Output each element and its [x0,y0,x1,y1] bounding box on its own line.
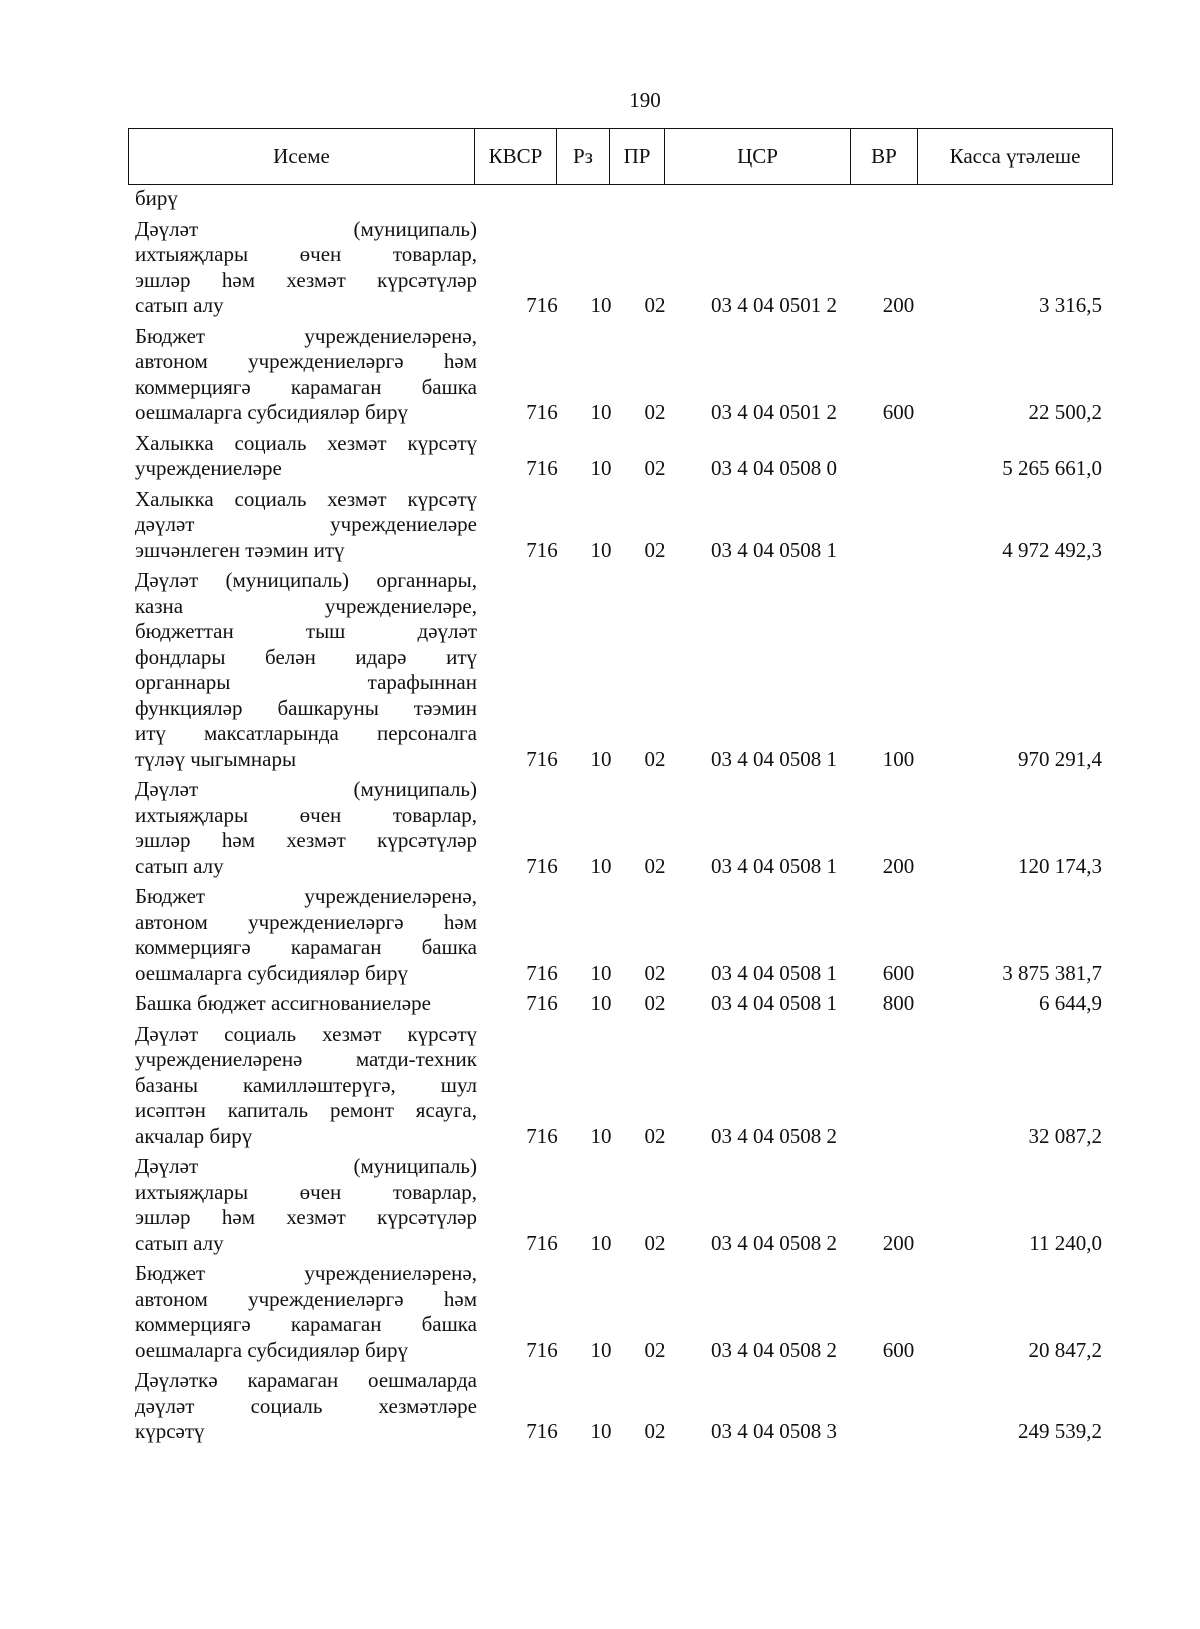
table-body [135,186,1110,1450]
cell-kvsr: 716 [526,991,558,1015]
cell-kassa: 32 087,2 [1028,1123,1102,1148]
row-name-line: дәүләт социаль хезмәтләре [135,1393,477,1418]
cell-rz: 10 [590,1123,612,1148]
table-row [135,217,1110,319]
row-name-line: сатып алу [135,1230,224,1255]
cell-kvsr: 716 [526,1123,558,1148]
cell-rz: 10 [590,991,612,1015]
cell-rz: 10 [590,1419,612,1443]
row-name [135,1261,477,1363]
row-name-line: оешмаларга субсидияләр бирү [135,400,408,424]
row-name-line: Бюджет учреждениеләренә, [135,323,477,348]
row-name [135,777,477,879]
row-name [135,431,477,482]
row-name-line: функцияләр башкаруны тәэмин [135,695,477,720]
cell-vr: 600 [882,400,915,424]
row-name-line: автоном учреждениеләргә һәм [135,909,477,934]
cell-pr: 02 [644,853,666,878]
cell-kassa: 3 875 381,7 [1002,960,1102,985]
row-name-line: ихтыяҗлары өчен товарлар, [135,802,477,827]
row-name-line: эшләр һәм хезмәт күрсәтүләр [135,267,477,292]
table-row [135,1022,1110,1150]
table-row [135,431,1110,482]
cell-pr: 02 [644,1230,666,1255]
row-name-line: Дәүләт (муниципаль) органнары, [135,568,477,592]
cell-kassa: 3 316,5 [1039,293,1102,317]
row-name [135,1022,477,1150]
cell-kassa: 22 500,2 [1028,400,1102,424]
header-kvsr: КВСР [475,129,557,184]
row-name-line: дәүләт учреждениеләре [135,512,477,536]
row-name [135,487,477,564]
row-name-line: Дәүләт (муниципаль) [135,216,477,241]
table-row [135,487,1110,564]
cell-vr: 200 [882,853,915,878]
cell-kassa: 5 265 661,0 [1002,456,1102,480]
cell-rz: 10 [590,1337,612,1362]
row-name-line: учреждениеләре [135,456,282,480]
row-name [135,568,477,772]
row-name-line: ихтыяҗлары өчен товарлар, [135,1179,477,1204]
cell-vr: 200 [882,1230,915,1255]
cell-pr: 02 [644,1337,666,1362]
row-name-line: фондлары белән идарә итү [135,644,477,669]
cell-csr: 03 4 04 0508 1 [711,537,837,562]
table-row [135,324,1110,426]
cell-vr: 200 [882,293,915,317]
row-name [135,324,477,426]
table-row [135,884,1110,986]
row-name-line: Халыкка социаль хезмәт күрсәтү [135,486,477,511]
cell-vr: 600 [882,1337,915,1362]
header-kassa: Касса үтәлеше [949,144,1081,169]
cell-rz: 10 [590,293,612,317]
row-name-line: автоном учреждениеләргә һәм [135,349,477,373]
cell-pr: 02 [644,456,666,480]
cell-kvsr: 716 [526,1419,558,1443]
cell-rz: 10 [590,537,612,562]
row-name-line: коммерциягә карамаган башка [135,374,477,399]
cell-kvsr: 716 [526,960,558,985]
cell-vr: 800 [882,991,915,1015]
row-name-line: Дәүләт (муниципаль) [135,777,477,801]
cell-vr: 600 [882,960,915,985]
cell-pr: 02 [644,960,666,985]
row-name [135,1368,477,1445]
row-name-line: күрсәтү [135,1419,205,1443]
row-name-line: базаны камилләштерүгә, шул [135,1072,477,1097]
cell-pr: 02 [644,537,666,562]
header-rz: Рз [557,129,610,184]
header-csr: ЦСР [665,129,851,184]
cell-kassa: 249 539,2 [1018,1419,1102,1443]
table-row [135,991,1110,1017]
row-name-line: исәптән капиталь ремонт ясауга, [135,1098,477,1122]
cell-csr: 03 4 04 0508 2 [711,1123,837,1148]
cell-kassa: 4 972 492,3 [1002,537,1102,562]
row-name-line: коммерциягә карамаган башка [135,935,477,959]
row-name-line: Башка бюджет ассигнованиеләре [135,991,431,1015]
cell-kvsr: 716 [526,1230,558,1255]
table-row [135,568,1110,772]
row-name-line: оешмаларга субсидияләр бирү [135,960,408,985]
row-name-line: бюджеттан тыш дәүләт [135,619,477,643]
row-name-line: автоном учреждениеләргә һәм [135,1286,477,1311]
cell-csr: 03 4 04 0508 0 [711,456,837,480]
table-row [135,1368,1110,1445]
cell-csr: 03 4 04 0508 1 [711,960,837,985]
row-name-line: сатып алу [135,293,224,317]
cell-kvsr: 716 [526,853,558,878]
row-name-line: Дәүләт (муниципаль) [135,1154,477,1178]
cell-pr: 02 [644,746,666,771]
cell-csr: 03 4 04 0501 2 [711,400,837,424]
header-name: Исеме [129,129,475,184]
row-name-line: түләү чыгымнары [135,746,297,771]
header-vr: ВР [851,129,918,184]
cell-rz: 10 [590,456,612,480]
cell-csr: 03 4 04 0508 2 [711,1230,837,1255]
table-row [135,1154,1110,1256]
row-name-line: сатып алу [135,853,224,878]
row-name-line: бирү [135,186,178,210]
cell-rz: 10 [590,960,612,985]
cell-pr: 02 [644,991,666,1015]
cell-kvsr: 716 [526,293,558,317]
cell-vr: 100 [882,746,915,771]
cell-rz: 10 [590,853,612,878]
row-name [135,884,477,986]
cell-kvsr: 716 [526,537,558,562]
row-name-line: коммерциягә карамаган башка [135,1312,477,1336]
row-name-line: органнары тарафыннан [135,670,477,694]
cell-rz: 10 [590,1230,612,1255]
row-name [135,991,477,1017]
row-name [135,186,477,212]
row-name-line: акчалар бирү [135,1123,253,1148]
cell-pr: 02 [644,1419,666,1443]
row-name [135,1154,477,1256]
cell-kvsr: 716 [526,1337,558,1362]
row-name-line: учреждениеләренә матди-техник [135,1047,477,1071]
cell-csr: 03 4 04 0508 2 [711,1337,837,1362]
row-name-line: Дәүләткә карамаган оешмаларда [135,1368,477,1392]
cell-kassa: 970 291,4 [1018,746,1102,771]
cell-rz: 10 [590,400,612,424]
row-name-line: Дәүләт социаль хезмәт күрсәтү [135,1021,477,1046]
cell-pr: 02 [644,293,666,317]
row-name-line: эшләр һәм хезмәт күрсәтүләр [135,1205,477,1229]
cell-kvsr: 716 [526,746,558,771]
cell-rz: 10 [590,746,612,771]
row-name-line: эшләр һәм хезмәт күрсәтүләр [135,828,477,852]
row-name-line: казна учреждениеләре, [135,593,477,618]
cell-kvsr: 716 [526,400,558,424]
row-name-line: Халыкка социаль хезмәт күрсәтү [135,430,477,455]
cell-csr: 03 4 04 0501 2 [711,293,837,317]
table-header [128,128,1113,185]
row-name-line: эшчәнлеген тәэмин итү [135,537,345,562]
cell-kvsr: 716 [526,456,558,480]
table-row [135,186,1110,212]
row-name-line: ихтыяҗлары өчен товарлар, [135,242,477,266]
row-name [135,217,477,319]
cell-kassa: 11 240,0 [1029,1230,1102,1255]
row-name-line: оешмаларга субсидияләр бирү [135,1337,408,1362]
cell-pr: 02 [644,400,666,424]
cell-csr: 03 4 04 0508 1 [711,853,837,878]
row-name-line: Бюджет учреждениеләренә, [135,1261,477,1285]
page-number: 190 [629,88,661,112]
cell-kassa: 6 644,9 [1039,991,1102,1015]
table-row [135,777,1110,879]
row-name-line: Бюджет учреждениеләренә, [135,884,477,908]
cell-pr: 02 [644,1123,666,1148]
cell-csr: 03 4 04 0508 1 [711,991,837,1015]
cell-csr: 03 4 04 0508 3 [711,1419,837,1443]
cell-csr: 03 4 04 0508 1 [711,746,837,771]
row-name-line: итү максатларында персоналга [135,721,477,745]
cell-kassa: 20 847,2 [1028,1337,1102,1362]
table-row [135,1261,1110,1363]
header-pr: ПР [610,129,665,184]
cell-kassa: 120 174,3 [1018,853,1102,878]
